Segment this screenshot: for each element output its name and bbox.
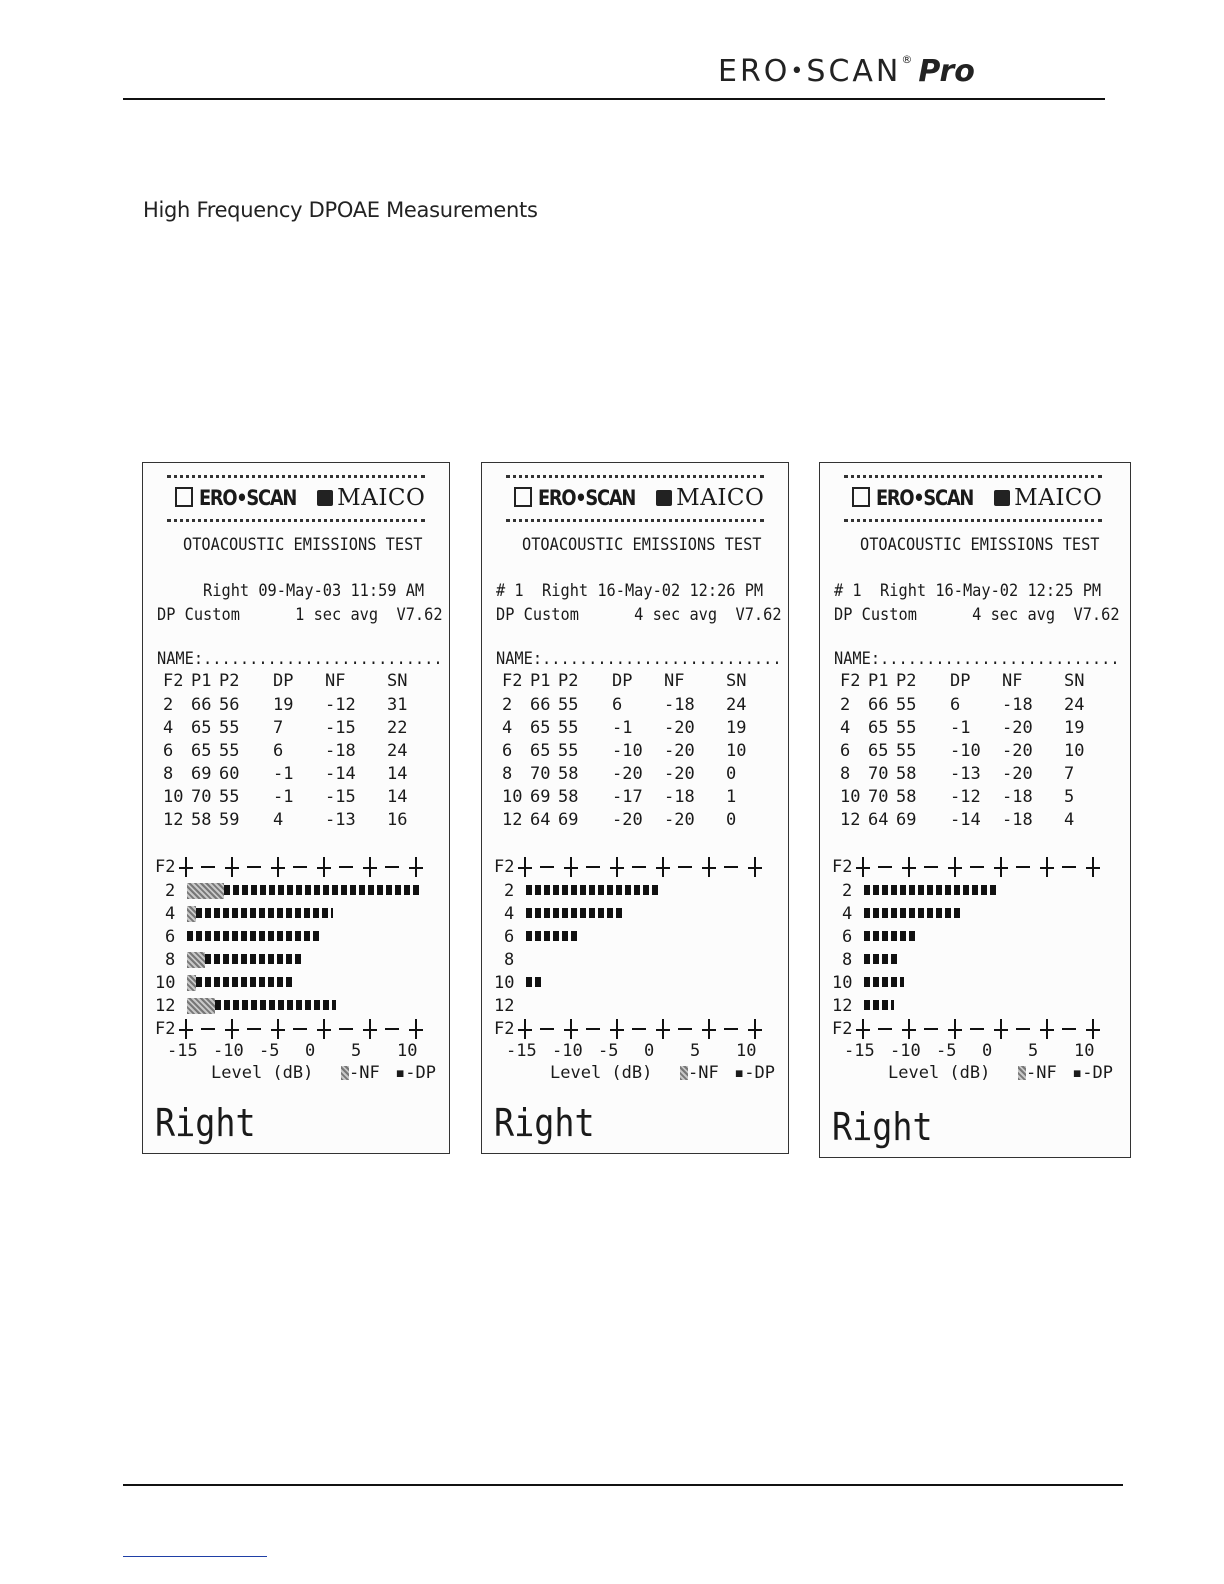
legend-nf-text: -NF bbox=[688, 1063, 719, 1083]
table-cell: -14 bbox=[325, 764, 356, 784]
legend-nf bbox=[680, 1063, 719, 1083]
chart-row-label: 2 bbox=[504, 881, 515, 901]
table-cell: 58 bbox=[896, 787, 917, 807]
maker-name: MAICO bbox=[337, 485, 426, 511]
axis-tick-label: 0 bbox=[305, 1041, 316, 1061]
table-cell: -15 bbox=[325, 718, 356, 738]
legend-level: Level (dB) bbox=[211, 1063, 314, 1083]
table-cell: -1 bbox=[273, 787, 294, 807]
column-header: P2 bbox=[896, 671, 917, 691]
device-icon bbox=[514, 487, 532, 507]
table-cell: -18 bbox=[1002, 810, 1033, 830]
dp-bar bbox=[526, 908, 622, 918]
axis-tick-label: 5 bbox=[1028, 1041, 1039, 1061]
table-cell: 6 bbox=[273, 741, 284, 761]
axis-tick-label: -15 bbox=[506, 1041, 537, 1061]
maico-emblem-icon bbox=[994, 490, 1010, 506]
table-cell: 55 bbox=[896, 741, 917, 761]
device-icon bbox=[175, 487, 193, 507]
column-header: NF bbox=[1002, 671, 1023, 691]
table-cell: -13 bbox=[325, 810, 356, 830]
legend-nf bbox=[341, 1063, 380, 1083]
nf-swatch-icon bbox=[341, 1066, 349, 1080]
table-cell: 6 bbox=[163, 741, 174, 761]
dotted-rule bbox=[844, 475, 1102, 478]
table-cell: 6 bbox=[612, 695, 623, 715]
legend-level: Level (dB) bbox=[550, 1063, 653, 1083]
table-cell: 4 bbox=[1064, 810, 1075, 830]
chart-f2-label: F2 bbox=[494, 1019, 515, 1039]
axis-tick-label: -15 bbox=[167, 1041, 198, 1061]
device-brand: ERO•SCAN bbox=[538, 486, 636, 510]
footer-rule bbox=[123, 1484, 1123, 1486]
table-cell: 60 bbox=[219, 764, 240, 784]
axis-tick-label: 10 bbox=[1074, 1041, 1095, 1061]
table-cell: 66 bbox=[868, 695, 889, 715]
dotted-rule bbox=[506, 519, 764, 522]
table-cell: -10 bbox=[950, 741, 981, 761]
receipt-1 bbox=[142, 462, 450, 1154]
chart-row-label: 4 bbox=[165, 904, 176, 924]
dp-bar bbox=[215, 1000, 336, 1010]
table-cell: 65 bbox=[868, 741, 889, 761]
table-cell: 24 bbox=[387, 741, 408, 761]
table-cell: 7 bbox=[1064, 764, 1075, 784]
axis-tick-label: 5 bbox=[690, 1041, 701, 1061]
brand-main: ERO bbox=[718, 54, 791, 89]
table-cell: -20 bbox=[664, 764, 695, 784]
table-cell: 24 bbox=[726, 695, 747, 715]
nf-swatch-icon bbox=[1018, 1066, 1026, 1080]
table-cell: -1 bbox=[950, 718, 971, 738]
dp-bar bbox=[196, 908, 333, 918]
table-cell: 8 bbox=[502, 764, 513, 784]
dotted-rule bbox=[844, 519, 1102, 522]
table-cell: 55 bbox=[896, 695, 917, 715]
dp-bar bbox=[526, 931, 577, 941]
axis-tick-label: -10 bbox=[213, 1041, 244, 1061]
ear-label: Right bbox=[155, 1101, 256, 1145]
dp-bar bbox=[864, 977, 904, 987]
legend-level: Level (dB) bbox=[888, 1063, 991, 1083]
table-cell: -18 bbox=[1002, 695, 1033, 715]
chart-axis-top bbox=[185, 857, 435, 877]
chart-row-label: 2 bbox=[165, 881, 176, 901]
table-cell: 12 bbox=[840, 810, 861, 830]
table-cell: 5 bbox=[1064, 787, 1075, 807]
table-cell: 16 bbox=[387, 810, 408, 830]
legend-dp: ▪-DP bbox=[1072, 1063, 1113, 1083]
chart-axis-top bbox=[862, 857, 1112, 877]
axis-tick-label: -15 bbox=[844, 1041, 875, 1061]
table-cell: 56 bbox=[219, 695, 240, 715]
column-header: NF bbox=[325, 671, 346, 691]
table-cell: 4 bbox=[273, 810, 284, 830]
test-info-line-2: DP Custom 1 sec avg V7.62 bbox=[157, 605, 443, 625]
table-cell: 55 bbox=[558, 718, 579, 738]
dp-bar bbox=[196, 977, 292, 987]
table-cell: 55 bbox=[558, 741, 579, 761]
table-cell: -20 bbox=[664, 741, 695, 761]
table-cell: 66 bbox=[530, 695, 551, 715]
table-cell: 55 bbox=[558, 695, 579, 715]
column-header: DP bbox=[950, 671, 971, 691]
axis-tick-label: -5 bbox=[936, 1041, 957, 1061]
device-brand: ERO•SCAN bbox=[876, 486, 974, 510]
device-logo bbox=[852, 485, 1112, 515]
table-cell: -18 bbox=[325, 741, 356, 761]
dp-bar bbox=[864, 931, 915, 941]
table-cell: 19 bbox=[1064, 718, 1085, 738]
axis-tick-label: 0 bbox=[644, 1041, 655, 1061]
table-cell: 64 bbox=[868, 810, 889, 830]
dp-bar bbox=[864, 908, 960, 918]
table-cell: 55 bbox=[219, 787, 240, 807]
nf-mark bbox=[187, 998, 215, 1014]
chart-row-label: 8 bbox=[165, 950, 176, 970]
legend-nf-text: -NF bbox=[1026, 1063, 1057, 1083]
table-cell: 6 bbox=[840, 741, 851, 761]
dp-bar bbox=[224, 885, 421, 895]
dotted-rule bbox=[506, 475, 764, 478]
brand-dot: • bbox=[790, 59, 807, 84]
dp-bar bbox=[205, 954, 301, 964]
table-cell: 55 bbox=[896, 718, 917, 738]
table-cell: 10 bbox=[840, 787, 861, 807]
table-cell: -12 bbox=[325, 695, 356, 715]
table-cell: 58 bbox=[558, 787, 579, 807]
chart-row-label: 12 bbox=[494, 996, 515, 1016]
dp-bar bbox=[187, 931, 319, 941]
chart-row-label: 4 bbox=[504, 904, 515, 924]
column-header: P2 bbox=[558, 671, 579, 691]
axis-tick-label: -10 bbox=[890, 1041, 921, 1061]
table-cell: -20 bbox=[1002, 741, 1033, 761]
table-cell: -14 bbox=[950, 810, 981, 830]
receipt-2 bbox=[481, 462, 789, 1154]
footer-link-underline[interactable] bbox=[123, 1556, 267, 1557]
chart-row-label: 10 bbox=[155, 973, 176, 993]
table-cell: 65 bbox=[868, 718, 889, 738]
table-cell: 10 bbox=[502, 787, 523, 807]
axis-tick-label: -10 bbox=[552, 1041, 583, 1061]
device-brand: ERO•SCAN bbox=[199, 486, 297, 510]
column-header: P1 bbox=[191, 671, 212, 691]
chart-row-label: 8 bbox=[842, 950, 853, 970]
table-cell: -20 bbox=[664, 718, 695, 738]
column-header: DP bbox=[273, 671, 294, 691]
table-cell: 0 bbox=[726, 764, 737, 784]
table-cell: -18 bbox=[1002, 787, 1033, 807]
table-cell: 12 bbox=[163, 810, 184, 830]
test-info-line-1: # 1 Right 16-May-02 12:26 PM bbox=[496, 581, 764, 601]
table-cell: -1 bbox=[612, 718, 633, 738]
receipt-3 bbox=[819, 462, 1131, 1158]
chart-axis-bottom bbox=[862, 1019, 1112, 1039]
table-cell: 70 bbox=[191, 787, 212, 807]
chart-f2-label: F2 bbox=[155, 857, 176, 877]
brand-registered: ® bbox=[901, 53, 913, 66]
chart-axis-bottom bbox=[524, 1019, 774, 1039]
legend-dp: ▪-DP bbox=[734, 1063, 775, 1083]
table-cell: -12 bbox=[950, 787, 981, 807]
table-cell: 4 bbox=[163, 718, 174, 738]
table-cell: 6 bbox=[502, 741, 513, 761]
column-header: P1 bbox=[530, 671, 551, 691]
nf-mark bbox=[187, 906, 196, 922]
table-cell: 2 bbox=[163, 695, 174, 715]
column-header: NF bbox=[664, 671, 685, 691]
ear-label: Right bbox=[832, 1105, 933, 1149]
maker-name: MAICO bbox=[1014, 485, 1103, 511]
device-icon bbox=[852, 487, 870, 507]
table-cell: 70 bbox=[868, 764, 889, 784]
table-cell: 14 bbox=[387, 764, 408, 784]
brand-scan: SCAN bbox=[806, 54, 902, 89]
table-cell: 1 bbox=[726, 787, 737, 807]
table-cell: 19 bbox=[273, 695, 294, 715]
table-cell: 10 bbox=[726, 741, 747, 761]
chart-axis-top bbox=[524, 857, 774, 877]
table-cell: 69 bbox=[896, 810, 917, 830]
chart-row-label: 8 bbox=[504, 950, 515, 970]
header-rule bbox=[123, 98, 1105, 100]
brand-pro: Pro bbox=[918, 54, 975, 89]
chart-row-label: 2 bbox=[842, 881, 853, 901]
axis-tick-label: -5 bbox=[598, 1041, 619, 1061]
table-cell: 19 bbox=[726, 718, 747, 738]
chart-row-label: 4 bbox=[842, 904, 853, 924]
chart-f2-label: F2 bbox=[494, 857, 515, 877]
dotted-rule bbox=[167, 475, 425, 478]
device-logo bbox=[175, 485, 435, 515]
table-cell: 10 bbox=[1064, 741, 1085, 761]
legend-dp: ▪-DP bbox=[395, 1063, 436, 1083]
test-info-line-2: DP Custom 4 sec avg V7.62 bbox=[834, 605, 1120, 625]
dp-bar bbox=[526, 885, 658, 895]
test-title: OTOACOUSTIC EMISSIONS TEST bbox=[860, 535, 1100, 555]
column-header: SN bbox=[1064, 671, 1085, 691]
maker-name: MAICO bbox=[676, 485, 765, 511]
legend-nf-text: -NF bbox=[349, 1063, 380, 1083]
table-cell: 8 bbox=[163, 764, 174, 784]
chart-f2-label: F2 bbox=[832, 857, 853, 877]
table-cell: 58 bbox=[896, 764, 917, 784]
chart-row-label: 6 bbox=[504, 927, 515, 947]
chart-row-label: 6 bbox=[842, 927, 853, 947]
test-info-line-2: DP Custom 4 sec avg V7.62 bbox=[496, 605, 782, 625]
table-cell: -20 bbox=[612, 764, 643, 784]
column-header: P2 bbox=[219, 671, 240, 691]
table-cell: 58 bbox=[558, 764, 579, 784]
ear-label: Right bbox=[494, 1101, 595, 1145]
table-cell: -15 bbox=[325, 787, 356, 807]
table-cell: 14 bbox=[387, 787, 408, 807]
table-cell: -20 bbox=[612, 810, 643, 830]
table-cell: 8 bbox=[840, 764, 851, 784]
table-cell: 66 bbox=[191, 695, 212, 715]
table-cell: 4 bbox=[502, 718, 513, 738]
dp-bar bbox=[526, 977, 541, 987]
chart-row-label: 6 bbox=[165, 927, 176, 947]
maico-emblem-icon bbox=[317, 490, 333, 506]
device-logo bbox=[514, 485, 774, 515]
table-cell: 12 bbox=[502, 810, 523, 830]
column-header: P1 bbox=[868, 671, 889, 691]
column-header: F2 bbox=[502, 671, 523, 691]
table-cell: 24 bbox=[1064, 695, 1085, 715]
column-header: SN bbox=[726, 671, 747, 691]
table-cell: 55 bbox=[219, 741, 240, 761]
section-heading: High Frequency DPOAE Measurements bbox=[143, 198, 538, 222]
axis-tick-label: 10 bbox=[736, 1041, 757, 1061]
table-cell: 69 bbox=[530, 787, 551, 807]
table-cell: 65 bbox=[191, 718, 212, 738]
legend-nf bbox=[1018, 1063, 1057, 1083]
axis-tick-label: -5 bbox=[259, 1041, 280, 1061]
nf-mark bbox=[187, 952, 205, 968]
table-cell: 22 bbox=[387, 718, 408, 738]
table-cell: 58 bbox=[191, 810, 212, 830]
table-cell: -17 bbox=[612, 787, 643, 807]
chart-row-label: 10 bbox=[832, 973, 853, 993]
table-cell: 64 bbox=[530, 810, 551, 830]
table-cell: 0 bbox=[726, 810, 737, 830]
chart-row-label: 12 bbox=[832, 996, 853, 1016]
axis-tick-label: 10 bbox=[397, 1041, 418, 1061]
dp-bar bbox=[864, 954, 899, 964]
table-cell: 69 bbox=[558, 810, 579, 830]
column-header: F2 bbox=[163, 671, 184, 691]
table-cell: 65 bbox=[191, 741, 212, 761]
test-info-line-1: Right 09-May-03 11:59 AM bbox=[157, 581, 425, 601]
column-header: F2 bbox=[840, 671, 861, 691]
table-cell: 6 bbox=[950, 695, 961, 715]
table-cell: -13 bbox=[950, 764, 981, 784]
maico-emblem-icon bbox=[656, 490, 672, 506]
table-cell: -20 bbox=[664, 810, 695, 830]
table-cell: 55 bbox=[219, 718, 240, 738]
table-cell: 2 bbox=[502, 695, 513, 715]
nf-mark bbox=[187, 883, 224, 899]
test-info-line-1: # 1 Right 16-May-02 12:25 PM bbox=[834, 581, 1102, 601]
name-field: NAME:.......................... bbox=[834, 649, 1120, 669]
table-cell: -18 bbox=[664, 787, 695, 807]
axis-tick-label: 0 bbox=[982, 1041, 993, 1061]
column-header: DP bbox=[612, 671, 633, 691]
table-cell: 31 bbox=[387, 695, 408, 715]
dp-bar bbox=[864, 885, 996, 895]
table-cell: 65 bbox=[530, 718, 551, 738]
table-cell: 70 bbox=[530, 764, 551, 784]
table-cell: 69 bbox=[191, 764, 212, 784]
name-field: NAME:.......................... bbox=[496, 649, 782, 669]
nf-swatch-icon bbox=[680, 1066, 688, 1080]
table-cell: 2 bbox=[840, 695, 851, 715]
chart-row-label: 10 bbox=[494, 973, 515, 993]
chart-f2-label: F2 bbox=[155, 1019, 176, 1039]
product-logo bbox=[718, 40, 1058, 89]
table-cell: 59 bbox=[219, 810, 240, 830]
nf-mark bbox=[187, 975, 196, 991]
name-field: NAME:.......................... bbox=[157, 649, 443, 669]
chart-axis-bottom bbox=[185, 1019, 435, 1039]
table-cell: 7 bbox=[273, 718, 284, 738]
table-cell: -10 bbox=[612, 741, 643, 761]
table-cell: -20 bbox=[1002, 764, 1033, 784]
dp-bar bbox=[864, 1000, 894, 1010]
table-cell: -20 bbox=[1002, 718, 1033, 738]
test-title: OTOACOUSTIC EMISSIONS TEST bbox=[183, 535, 423, 555]
table-cell: -18 bbox=[664, 695, 695, 715]
chart-f2-label: F2 bbox=[832, 1019, 853, 1039]
table-cell: 65 bbox=[530, 741, 551, 761]
axis-tick-label: 5 bbox=[351, 1041, 362, 1061]
chart-row-label: 12 bbox=[155, 996, 176, 1016]
table-cell: 4 bbox=[840, 718, 851, 738]
table-cell: -1 bbox=[273, 764, 294, 784]
test-title: OTOACOUSTIC EMISSIONS TEST bbox=[522, 535, 762, 555]
table-cell: 70 bbox=[868, 787, 889, 807]
dotted-rule bbox=[167, 519, 425, 522]
column-header: SN bbox=[387, 671, 408, 691]
table-cell: 10 bbox=[163, 787, 184, 807]
